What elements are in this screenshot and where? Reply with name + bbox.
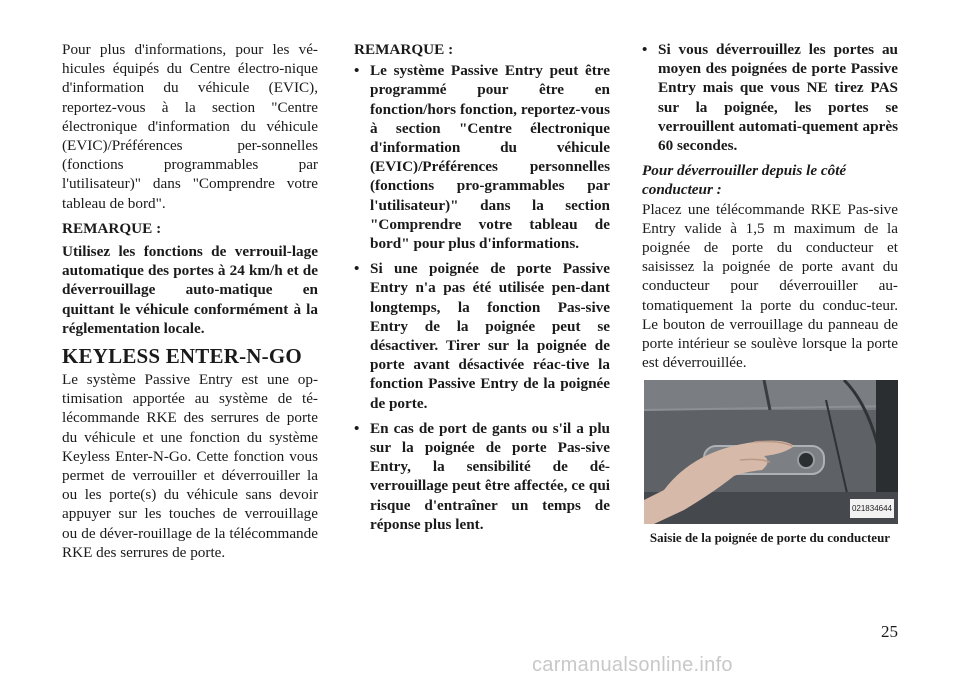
note-label: REMARQUE : xyxy=(62,219,162,237)
intro-paragraph: Pour plus d'informations, pour les vé-hicules équipés du Centre électro-nique d'information du véhicule (EVIC), reportez-vous à la section "Centre électronique d'information du véhicule (EVIC)/Préférences per-sonnelles (fonctions programmables par l'utilisateur)" dans "Comprendre votre tableau de bord". xyxy=(62,41,318,212)
keyless-paragraph: Le système Passive Entry est une op-timisation apportée au système de té-lécommande RKE des serrures de porte du véhicule et une fonction du système Keyless Enter-N-Go. Cette fonction vous permet de verrouiller et déverrouiller la ou les porte(s) du véhicule sans devoir appuyer sur les touches de verrouillage ou de déver-rouillage de la télécommande RKE des serrures de porte. xyxy=(62,371,318,561)
note-label: REMARQUE : xyxy=(354,41,454,58)
bullet-icon: • xyxy=(354,260,360,278)
photo-code: 021834644 xyxy=(850,499,894,518)
section-heading: KEYLESS ENTER-N-GO xyxy=(62,344,302,369)
door-handle-photo xyxy=(644,380,898,524)
bullet-icon: • xyxy=(642,41,648,58)
column-right xyxy=(642,40,898,546)
photo-caption: Saisie de la poignée de porte du conducteur xyxy=(649,530,891,546)
unlock-paragraph: Placez une télécommande RKE Pas-sive Entry valide à 1,5 m maximum de la poignée de porte du conducteur et saisissez la poignée de porte avant du conducteur pour déverrouiller au-tomatiquement la porte du conduc-teur. Le bouton de verrouillage du panneau de porte intérieur se soulève lorsque la porte est déverrouillée. xyxy=(642,200,898,372)
page-number: 25 xyxy=(881,622,898,641)
list-item: • Si vous déverrouillez les portes au moyen des poignées de porte Passive Entry mais que vous NE tirez PAS sur la poignée, les portes se verrouillent automati-quement après 60 secondes. xyxy=(642,41,898,155)
watermark: carmanualsonline.info xyxy=(532,654,733,676)
subheading: Pour déverrouiller depuis le côté conducteur : xyxy=(642,162,847,199)
column-left xyxy=(62,40,318,568)
bullet-list xyxy=(642,40,898,155)
list-item: • En cas de port de gants ou s'il a plu sur la poignée de porte Pas-sive Entry, la sensibilité de dé-verrouillage peut être affectée, ce qui risque d'entraîner un temps de réponse plus lent. xyxy=(354,419,610,533)
column-middle xyxy=(354,40,610,540)
bullet-icon: • xyxy=(354,419,360,437)
note-bullet-list xyxy=(354,61,610,534)
bullet-icon: • xyxy=(354,62,360,80)
list-item: • Si une poignée de porte Passive Entry n'a pas été utilisée pen-dant longtemps, la fonction Pas-sive Entry de la poignée peut se désactiver. Tirer sur la poignée de porte avant désactivée réac-tive la fonction Passive Entry de la poignée de porte. xyxy=(354,260,610,412)
note-text: Utilisez les fonctions de verrouil-lage automatique des portes à 24 km/h et de déverrouillage auto-matique en quittant le véhicule conformément à la réglementation locale. xyxy=(62,243,318,337)
list-item: • Le système Passive Entry peut être programmé pour être en fonction/hors fonction, reportez-vous à section "Centre électronique d'information du véhicule (EVIC)/Préférences personnelles (fonctions pro-grammables par l'utilisateur)" dans la section "Comprendre votre tableau de bord" pour plus d'informations. xyxy=(354,62,610,253)
